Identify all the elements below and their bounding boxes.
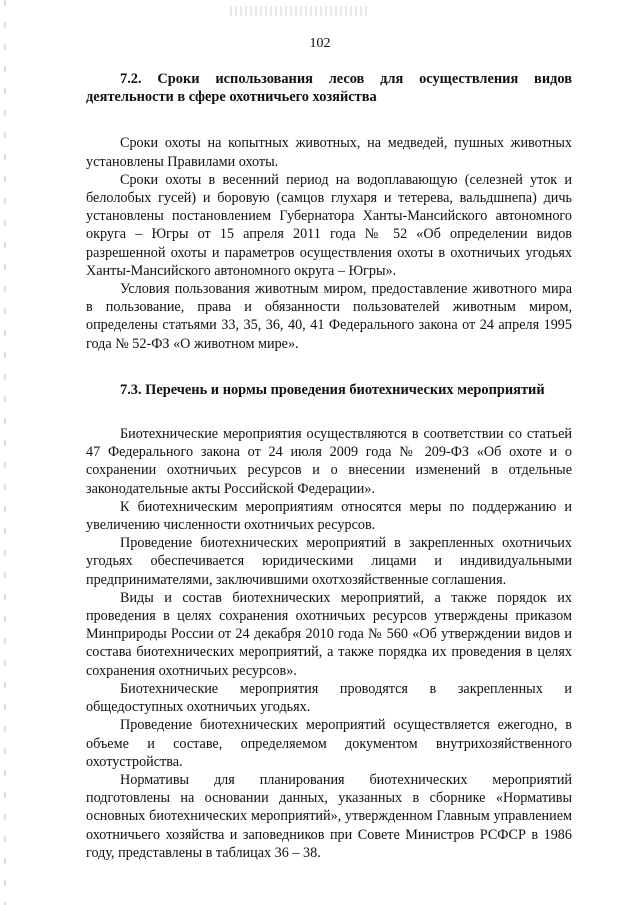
section-heading-7-3: 7.3. Перечень и нормы проведения биотехнических мероприятий (120, 381, 545, 398)
paragraph: Проведение биотехнических мероприятий в закрепленных охотничьих угодьях обеспечивается юридическими лицами и индивидуальными предпринимателями, заключившими охотхозяйственные соглашения. (86, 535, 572, 588)
paragraph: Сроки охоты в весенний период на водоплавающую (селезней уток и белолобых гусей) и боровую (самцов глухаря и тетерева, вальдшнепа) дичь установлены постановлением Губернатора Ханты-Мансийского автономного округа – Югры от 15 апреля 2011 года № 52 «Об определении видов разрешенной охоты и параметров осуществления охоты в охотничьих угодьях Ханты-Мансийского автономного округа – Югры». (86, 171, 572, 279)
paragraph: К биотехническим мероприятиям относятся меры по поддержанию и увеличению численности охотничьих ресурсов. (86, 498, 572, 534)
paragraph: Сроки охоты на копытных животных, на медведей, пушных животных установлены Правилами охоты. (86, 135, 572, 170)
paragraph: Проведение биотехнических мероприятий осуществляется ежегодно, в объеме и составе, определяемом документом внутрихозяйственного охотустройства. (86, 717, 572, 770)
scan-edge-artifact (4, 0, 6, 905)
paragraph: Нормативы для планирования биотехнических мероприятий подготовлены на основании данных, указанных в сборнике «Нормативы основных биотехнических мероприятий», утвержденном Главным управлением охотничьего хозяйства и заповедников при Совете Министров РСФСР в 1986 году, представлены в таблицах 36 – 38. (86, 771, 572, 861)
paragraph: Условия пользования животным миром, предоставление животного мира в пользование, права и обязанности пользователей животным миром, определены статьями 33, 35, 36, 40, 41 Федерального закона от 24 апреля 1995 года № 52-ФЗ «О животном мире». (86, 281, 572, 352)
section-heading-7-2: 7.2. Сроки использования лесов для осуществления видов деятельности в сфере охотничьего хозяйства (86, 71, 572, 106)
page-number: 102 (309, 36, 331, 51)
scan-artifact (230, 6, 370, 16)
document-body (86, 70, 572, 862)
paragraph: Биотехнические мероприятия осуществляются в соответствии со статьей 47 Федерального закона от 24 июля 2009 года № 209-ФЗ «Об охоте и о сохранении охотничьих ресурсов и о внесении изменений в отдельные законодательные акты Российской Федерации». (86, 426, 572, 497)
paragraph: Биотехнические мероприятия проводятся в закрепленных и общедоступных охотничьих угодьях. (86, 680, 572, 716)
paragraph: Виды и состав биотехнических мероприятий, а также порядок их проведения в целях сохранения охотничьих ресурсов утверждены приказом Минприроды России от 24 декабря 2010 года № 560 «Об утверждении видов и состава биотехнических мероприятий, а также порядка их проведения в целях сохранения охотничьих ресурсов». (86, 589, 572, 679)
